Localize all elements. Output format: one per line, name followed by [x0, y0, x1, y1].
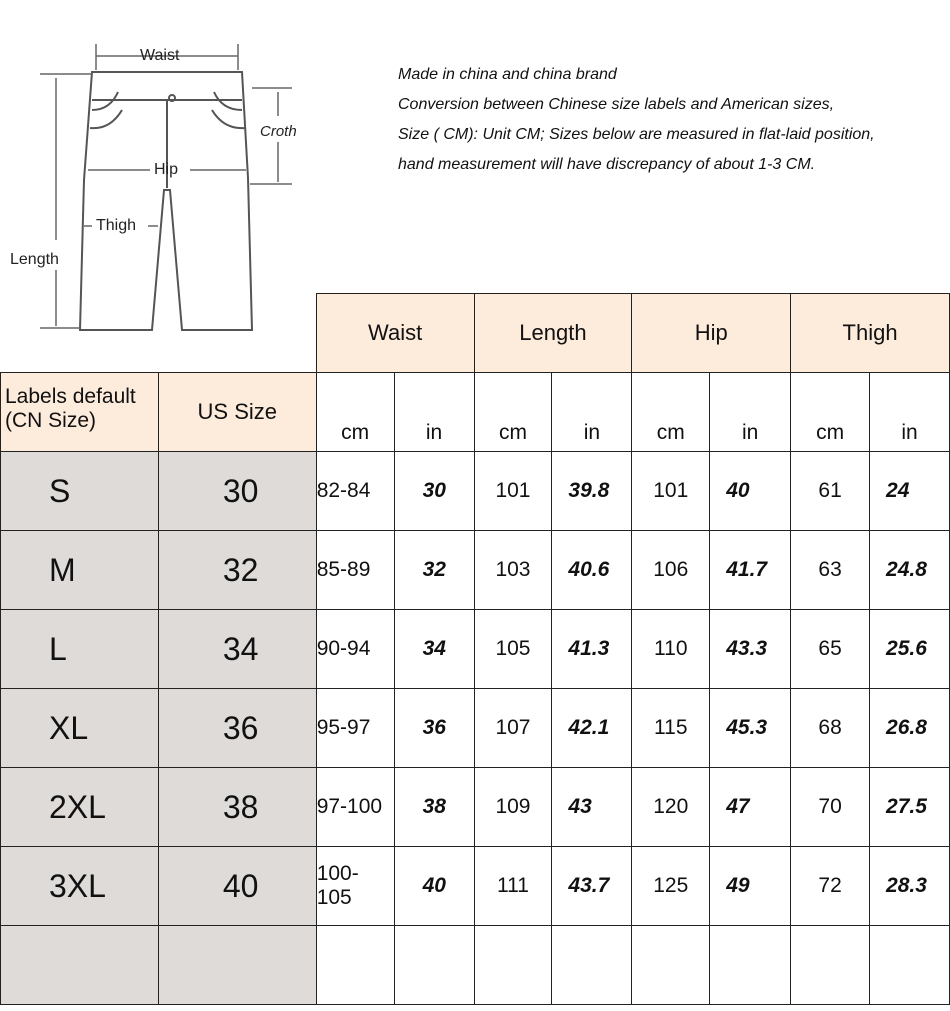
waist-in-cell: 32 [394, 531, 474, 610]
hip-cm-cell: 110 [632, 610, 710, 689]
us-size-cell: 32 [158, 531, 316, 610]
table-row [1, 531, 950, 610]
unit-in: in [710, 373, 791, 452]
cn-size-header [1, 373, 159, 452]
hip-cm-cell: 101 [632, 452, 710, 531]
length-cm-cell: 101 [474, 452, 552, 531]
hip-in-cell: 43.3 [710, 610, 791, 689]
length-in-cell: 42.1 [552, 689, 632, 768]
hip-label: Hip [154, 161, 179, 178]
waist-cm-cell: 95-97 [316, 689, 394, 768]
table-row [1, 847, 950, 926]
thigh-cm-cell: 61 [791, 452, 870, 531]
pants-outline-icon [80, 72, 252, 330]
cn-size-header-text: Labels default (CN Size) [5, 385, 136, 432]
note-line: Made in china and china brand [398, 66, 617, 83]
waist-cm-cell: 97-100 [316, 768, 394, 847]
waist-in-cell: 38 [394, 768, 474, 847]
length-cm-cell: 107 [474, 689, 552, 768]
length-cm-cell: 111 [474, 847, 552, 926]
thigh-in-cell: 27.5 [870, 768, 950, 847]
unit-cm: cm [474, 373, 552, 452]
length-in-cell: 39.8 [552, 452, 632, 531]
waist-in-cell: 30 [394, 452, 474, 531]
waist-cm-cell: 100-105 [316, 847, 394, 926]
column-header-length: Length [474, 294, 632, 373]
thigh-cm-cell: 68 [791, 689, 870, 768]
unit-in: in [394, 373, 474, 452]
thigh-cm-cell: 72 [791, 847, 870, 926]
thigh-label: Thigh [96, 217, 137, 234]
hip-in-cell: 40 [710, 452, 791, 531]
unit-in: in [552, 373, 632, 452]
waist-cm-cell: 90-94 [316, 610, 394, 689]
cn-size-cell: S [1, 452, 159, 531]
column-header-hip: Hip [632, 294, 791, 373]
empty-cell [158, 926, 316, 1005]
hip-cm-cell: 120 [632, 768, 710, 847]
thigh-in-cell: 28.3 [870, 847, 950, 926]
column-header-thigh: Thigh [791, 294, 950, 373]
unit-in: in [870, 373, 950, 452]
thigh-cm-cell: 65 [791, 610, 870, 689]
note-line: Conversion between Chinese size labels and American sizes, [398, 96, 835, 113]
waist-in-cell: 40 [394, 847, 474, 926]
table-row [1, 610, 950, 689]
hip-cm-cell: 125 [632, 847, 710, 926]
cn-size-cell: M [1, 531, 159, 610]
empty-cell [710, 926, 791, 1005]
hip-in-cell: 41.7 [710, 531, 791, 610]
thigh-in-cell: 24.8 [870, 531, 950, 610]
thigh-in-cell: 24 [870, 452, 950, 531]
empty-cell [316, 926, 394, 1005]
length-label: Length [10, 251, 59, 268]
waist-cm-cell: 82-84 [316, 452, 394, 531]
length-in-cell: 41.3 [552, 610, 632, 689]
column-header-waist: Waist [316, 294, 474, 373]
waist-cm-cell: 85-89 [316, 531, 394, 610]
empty-cell [791, 926, 870, 1005]
unit-cm: cm [791, 373, 870, 452]
note-line: Size ( CM): Unit CM; Sizes below are measured in flat-laid position, [398, 126, 875, 143]
hip-in-cell: 47 [710, 768, 791, 847]
thigh-cm-cell: 70 [791, 768, 870, 847]
cn-size-cell: L [1, 610, 159, 689]
length-cm-cell: 105 [474, 610, 552, 689]
empty-cell [552, 926, 632, 1005]
cn-size-cell: 3XL [1, 847, 159, 926]
table-row [1, 689, 950, 768]
length-cm-cell: 109 [474, 768, 552, 847]
size-notes [398, 60, 943, 180]
waist-in-cell: 34 [394, 610, 474, 689]
length-in-cell: 43.7 [552, 847, 632, 926]
hip-in-cell: 49 [710, 847, 791, 926]
cn-size-cell: 2XL [1, 768, 159, 847]
thigh-in-cell: 25.6 [870, 610, 950, 689]
empty-cell [870, 926, 950, 1005]
cn-size-cell: XL [1, 689, 159, 768]
unit-cm: cm [316, 373, 394, 452]
us-size-cell: 30 [158, 452, 316, 531]
empty-cell [1, 926, 159, 1005]
us-size-cell: 34 [158, 610, 316, 689]
length-cm-cell: 103 [474, 531, 552, 610]
size-chart-table [0, 293, 950, 1005]
waist-in-cell: 36 [394, 689, 474, 768]
note-line: hand measurement will have discrepancy of about 1-3 CM. [398, 156, 816, 173]
length-in-cell: 40.6 [552, 531, 632, 610]
empty-cell [394, 926, 474, 1005]
hip-cm-cell: 106 [632, 531, 710, 610]
table-row [1, 452, 950, 531]
croth-label: Croth [260, 123, 297, 140]
waist-label: Waist [140, 47, 180, 64]
unit-cm: cm [632, 373, 710, 452]
hip-in-cell: 45.3 [710, 689, 791, 768]
empty-cell [632, 926, 710, 1005]
thigh-in-cell: 26.8 [870, 689, 950, 768]
thigh-cm-cell: 63 [791, 531, 870, 610]
us-size-cell: 40 [158, 847, 316, 926]
hip-cm-cell: 115 [632, 689, 710, 768]
length-in-cell: 43 [552, 768, 632, 847]
table-row [1, 768, 950, 847]
empty-cell [474, 926, 552, 1005]
us-size-cell: 36 [158, 689, 316, 768]
us-size-cell: 38 [158, 768, 316, 847]
us-size-header: US Size [158, 373, 316, 452]
